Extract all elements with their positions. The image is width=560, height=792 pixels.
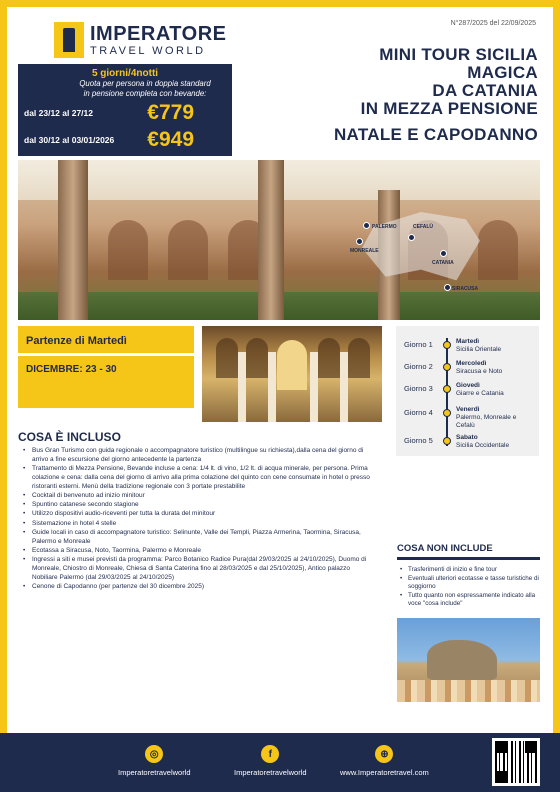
included-item: • Cocktail di benvenuto ad inizio minitour: [22, 492, 374, 501]
qr-code[interactable]: [492, 738, 540, 786]
map-stop-marker: [356, 238, 363, 245]
day-number: Giorno 4: [404, 408, 433, 417]
footer-facebook-link[interactable]: [234, 745, 307, 777]
footer: [0, 733, 560, 792]
included-list: [22, 447, 374, 592]
day-weekday: Giovedì: [456, 382, 480, 389]
brand-tagline: TRAVEL WORLD: [90, 44, 206, 57]
cefalu-coast-photo: [397, 618, 540, 702]
itinerary-timeline: [396, 326, 539, 456]
included-item: • Trattamento di Mezza Pensione, Bevande incluse a cena: 1/4 lt. di vino, 1/2 lt. di acqua minerale, per persona. Prima colazione e cena: dalla cena del giorno di arrivo alla prima colazione del quinto con cene consumate in hotel o presso ristoranti esterni. Menù della tradizione regionale con 3 portate prestabilite: [22, 465, 374, 491]
not-included-item: • Tutto quanto non espressamente indicato alla voce "cosa include": [400, 592, 540, 609]
timeline-dot-icon: [443, 437, 451, 445]
included-item: • Guide locali in caso di accompagnatore turistico: Selinunte, Valle dei Templi, Piazza Armerina, Taormina, Siracusa, Palermo e Monreale: [22, 529, 374, 547]
facebook-icon: f: [261, 745, 279, 763]
day-weekday: Sabato: [456, 434, 478, 441]
map-stop-marker: [440, 250, 447, 257]
footer-instagram-link[interactable]: [118, 745, 191, 777]
price-row: [18, 126, 232, 154]
not-included-item: • Trasferimenti di inizio e fine tour: [400, 566, 540, 575]
title-line: MAGICA: [467, 62, 538, 82]
map-label: CEFALÙ: [413, 224, 433, 230]
included-item: • Cenone di Capodanno (per partenze del 30 dicembre 2025): [22, 583, 374, 592]
brand-name: IMPERATORE: [90, 22, 227, 45]
footer-website-link[interactable]: [340, 745, 429, 777]
price-value: €949: [147, 128, 194, 151]
included-item: • Ecotassa a Siracusa, Noto, Taormina, Palermo e Monreale: [22, 547, 374, 556]
facebook-handle: Imperatoretravelworld: [234, 768, 307, 777]
departure-dates: DICEMBRE: 23 - 30: [26, 364, 117, 375]
tour-duration: 5 giorni/4notti: [91, 68, 159, 79]
timeline-dot-icon: [443, 385, 451, 393]
title-line: IN MEZZA PENSIONE: [360, 98, 538, 118]
day-description: Giarre e Catania: [456, 390, 504, 397]
document-reference: N°287/2025 del 22/09/2025: [450, 20, 536, 27]
timeline-dot-icon: [443, 409, 451, 417]
cathedral-interior-photo: [202, 326, 382, 422]
map-stop-marker: [408, 234, 415, 241]
timeline-dot-icon: [443, 363, 451, 371]
website-url: www.Imperatoretravel.com: [340, 768, 429, 777]
map-label: MONREALE: [350, 248, 379, 254]
day-number: Giorno 1: [404, 340, 433, 349]
day-description: Palermo, Monreale e Cefalù: [456, 414, 517, 429]
departures-title: Partenze di Martedì: [26, 335, 127, 347]
included-item: • Utilizzo dispositivi audio-riceventi per tutta la durata del minitour: [22, 510, 374, 519]
instagram-handle: Imperatoretravelworld: [118, 768, 191, 777]
day-number: Giorno 5: [404, 436, 433, 445]
included-item: • Spuntino catanese secondo stagione: [22, 501, 374, 510]
departures-box: [18, 326, 194, 408]
price-value: €779: [147, 101, 194, 124]
map-label: PALERMO: [372, 224, 397, 230]
day-weekday: Mercoledì: [456, 360, 487, 367]
timeline-dot-icon: [443, 341, 451, 349]
day-weekday: Martedì: [456, 338, 480, 345]
day-description: Siracusa e Noto: [456, 368, 503, 375]
price-dates: dal 23/12 al 27/12: [24, 108, 93, 118]
instagram-icon: ◎: [145, 745, 163, 763]
day-description: Sicilia Orientale: [456, 346, 502, 353]
map-label: CATANIA: [432, 260, 454, 266]
quote-note: Quota per persona in doppia standard in pensione completa con bevande:: [79, 79, 211, 99]
included-item: • Sistemazione in hotel 4 stelle: [22, 520, 374, 529]
title-line: DA CATANIA: [432, 80, 538, 100]
not-included-title: COSA NON INCLUDE: [397, 543, 493, 554]
not-included-list: [400, 566, 540, 609]
day-number: Giorno 3: [404, 384, 433, 393]
day-number: Giorno 2: [404, 362, 433, 371]
title-line: MINI TOUR SICILIA: [379, 45, 538, 64]
qr-code-icon: [495, 741, 537, 783]
hero-cloister-photo: [18, 160, 540, 320]
price-dates: dal 30/12 al 03/01/2026: [24, 135, 115, 145]
colosseum-logo-icon: [54, 22, 84, 58]
included-item: • Ingressi a siti e musei previsti da programma: Parco Botanico Radice Pura(dal 29/03/2025 al 24/10/2025), Duomo di Monreale, Chiostro di Monreale, Chiesa di Santa Caterina fino al 28/03/2025 e dal 25/10/2025), Antico palazzo Nobiliare Palermo (dal 29/03/2025 al 24/10/2025): [22, 556, 374, 582]
brand-logo[interactable]: [54, 22, 227, 58]
included-title: COSA È INCLUSO: [18, 430, 121, 444]
tour-title: [334, 46, 538, 145]
globe-icon: ⊕: [375, 745, 393, 763]
price-row: [18, 100, 232, 126]
map-label: SIRACUSA: [452, 286, 479, 292]
not-included-item: • Eventuali ulteriori ecotasse e tasse turistiche di soggiorno: [400, 575, 540, 592]
day-weekday: Venerdì: [456, 406, 480, 413]
included-item: • Bus Gran Turismo con guida regionale o accompagnatore turistico (multilingue su richiesta),dalla cena del giorno di arrivo a fine escursione del giorno antecedente la partenza: [22, 447, 374, 465]
tour-subtitle: NATALE E CAPODANNO: [333, 125, 538, 145]
map-stop-marker: [444, 284, 451, 291]
map-stop-marker: [363, 222, 370, 229]
day-description: Sicilia Occidentale: [456, 442, 510, 449]
